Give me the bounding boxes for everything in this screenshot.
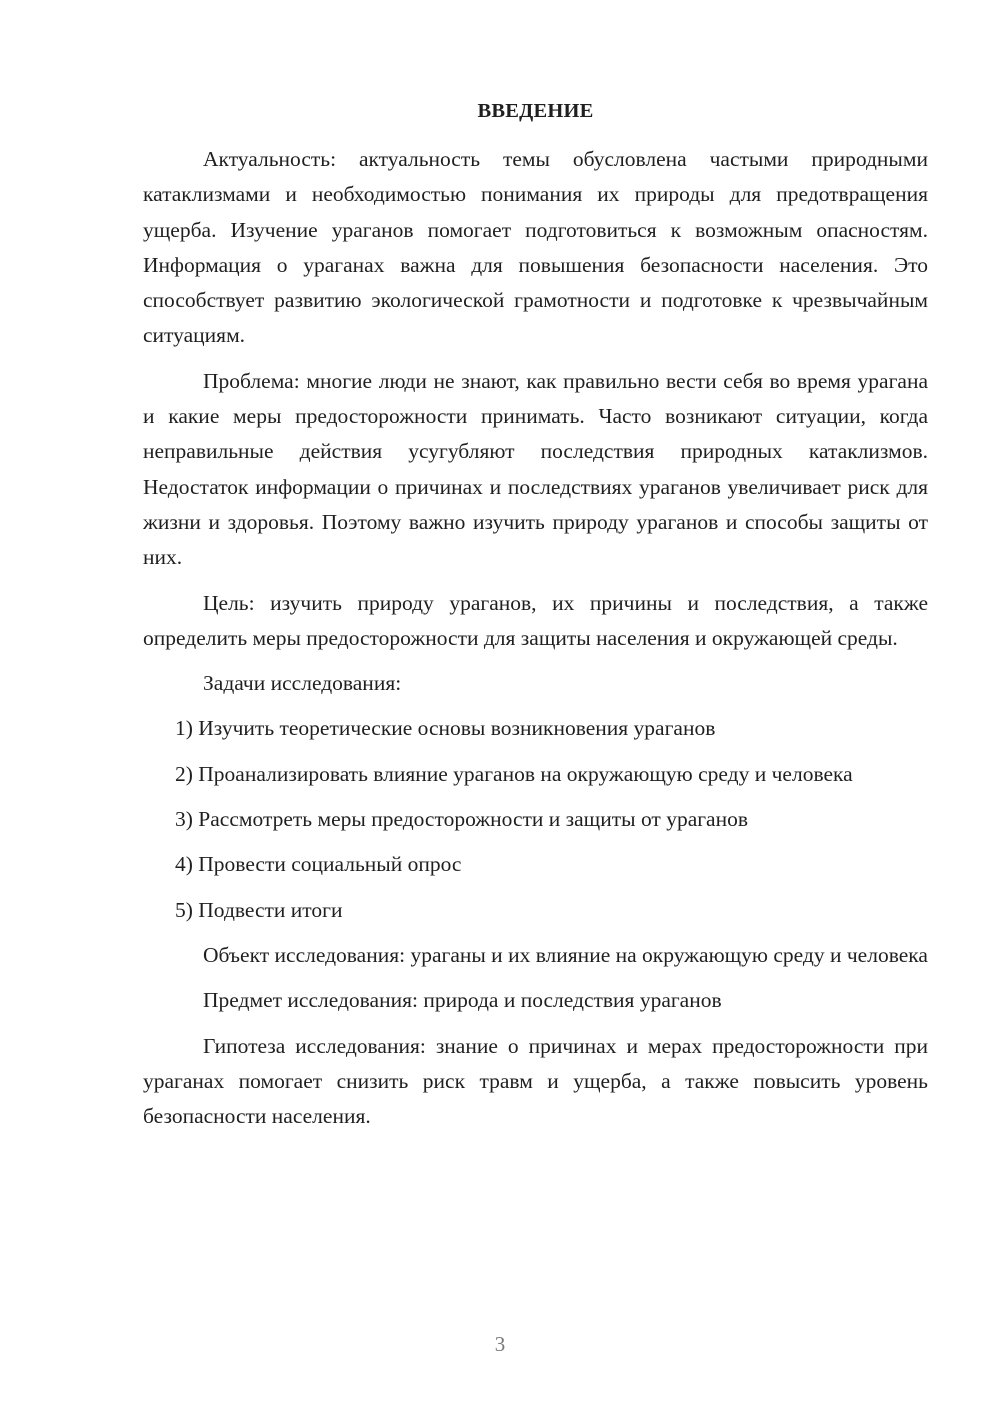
- list-item: 2) Проанализировать влияние ураганов на окружающую среду и человека: [175, 761, 853, 786]
- paragraph-goal: Цель: изучить природу ураганов, их причины и последствия, а также определить меры предосторожности для защиты населения и окружающей среды.: [143, 590, 928, 650]
- paragraph-relevance: Актуальность: актуальность темы обусловлена частыми природными катаклизмами и необходимостью понимания их природы для предотвращения ущерба. Изучение ураганов помогает подготовиться к возможным опасностям. Информация о ураганах важна для повышения безопасности населения. Это способствует развитию экологической грамотности и подготовке к чрезвычайным ситуациям.: [143, 147, 928, 348]
- list-item: 3) Рассмотреть меры предосторожности и защиты от ураганов: [175, 807, 749, 832]
- paragraph-hypothesis: Гипотеза исследования: знание о причинах и мерах предосторожности при ураганах помогает снизить риск травм и ущерба, а также повысить уровень безопасности населения.: [143, 1033, 928, 1129]
- page-number: 3: [494, 1332, 506, 1356]
- section-heading: ВВЕДЕНИЕ: [477, 100, 594, 122]
- list-item: 5) Подвести итоги: [175, 897, 343, 922]
- list-item: 1) Изучить теоретические основы возникновения ураганов: [175, 716, 716, 741]
- list-item: 4) Провести социальный опрос: [175, 852, 462, 877]
- tasks-list: [143, 711, 928, 927]
- paragraph-object: Объект исследования: ураганы и их влияние на окружающую среду и человека: [203, 942, 928, 967]
- paragraph-problem: Проблема: многие люди не знают, как правильно вести себя во время урагана и какие меры предосторожности принимать. Часто возникают ситуации, когда неправильные действия усугубляют последствия природных катаклизмов. Недостаток информации о причинах и последствиях ураганов увеличивает риск для жизни и здоровья. Поэтому важно изучить природу ураганов и способы защиты от них.: [143, 368, 928, 570]
- page-content: [143, 94, 928, 1144]
- paragraph-subject: Предмет исследования: природа и последствия ураганов: [203, 988, 722, 1013]
- paragraph-tasks-title: Задачи исследования:: [203, 671, 402, 696]
